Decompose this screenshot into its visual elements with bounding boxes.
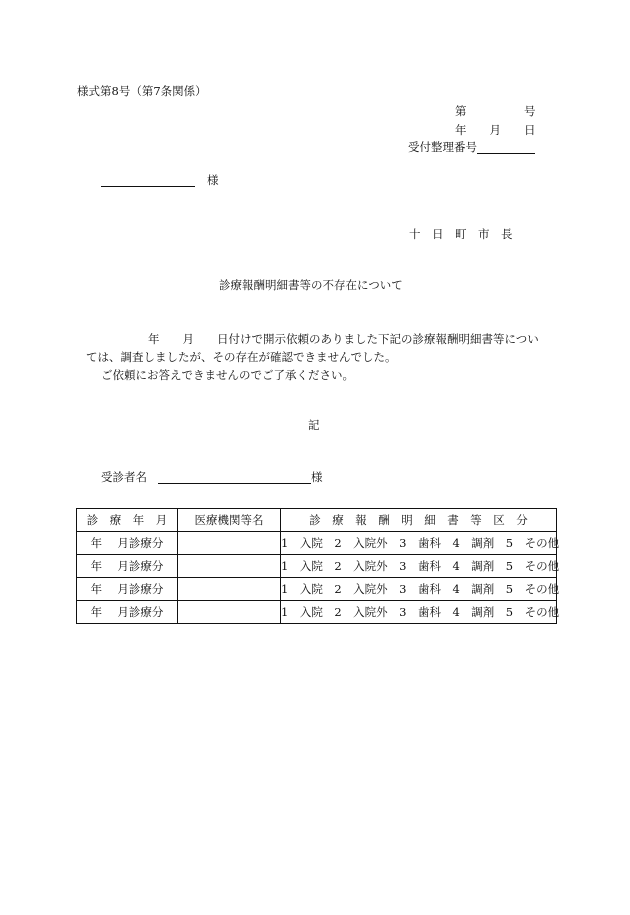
treatment-month-cell: 年 月診療分	[77, 532, 178, 555]
table-row	[77, 601, 557, 624]
document-number-line: 第 号	[455, 104, 536, 118]
treatment-month-cell: 年 月診療分	[77, 578, 178, 601]
receipt-number	[408, 140, 535, 154]
institution-cell	[178, 532, 281, 555]
table-row	[77, 532, 557, 555]
body-line-2: ては、調査しましたが、その存在が確認できませんでした。	[86, 350, 397, 364]
recipient-name-blank	[101, 174, 195, 187]
category-cell: 1 入院 2 入院外 3 歯科 4 調剤 5 その他	[281, 555, 557, 578]
institution-cell	[178, 601, 281, 624]
table-header-row	[77, 509, 557, 532]
institution-cell	[178, 555, 281, 578]
table-row	[77, 555, 557, 578]
body-line-1: 年 月 日付けで開示依頼のありました下記の診療報酬明細書等につい	[148, 332, 539, 346]
header-treatment-month: 診 療 年 月	[77, 509, 178, 532]
category-cell: 1 入院 2 入院外 3 歯科 4 調剤 5 その他	[281, 578, 557, 601]
institution-cell	[178, 578, 281, 601]
category-cell: 1 入院 2 入院外 3 歯科 4 調剤 5 その他	[281, 532, 557, 555]
recipient-suffix: 様	[207, 173, 219, 187]
receipt-number-blank	[477, 141, 535, 154]
claims-table	[76, 508, 560, 624]
sender: 十 日 町 市 長	[409, 227, 513, 241]
date-line: 年 月 日	[455, 123, 536, 137]
recipient	[101, 173, 219, 187]
treatment-month-cell: 年 月診療分	[77, 555, 178, 578]
table-row	[77, 578, 557, 601]
form-id: 様式第8号（第7条関係）	[77, 84, 207, 98]
body-line-3: ご依頼にお答えできませんのでご了承ください。	[101, 368, 354, 382]
ki-marker: 記	[308, 418, 320, 432]
patient-name-suffix: 様	[311, 470, 323, 484]
patient-name	[101, 470, 323, 484]
receipt-number-label: 受付整理番号	[408, 140, 477, 154]
header-category: 診 療 報 酬 明 細 書 等 区 分	[281, 509, 557, 532]
patient-name-label: 受診者名	[101, 470, 147, 484]
header-institution: 医療機関等名	[178, 509, 281, 532]
patient-name-blank	[158, 471, 311, 484]
document-title: 診療報酬明細書等の不存在について	[219, 278, 403, 292]
treatment-month-cell: 年 月診療分	[77, 601, 178, 624]
category-cell: 1 入院 2 入院外 3 歯科 4 調剤 5 その他	[281, 601, 557, 624]
